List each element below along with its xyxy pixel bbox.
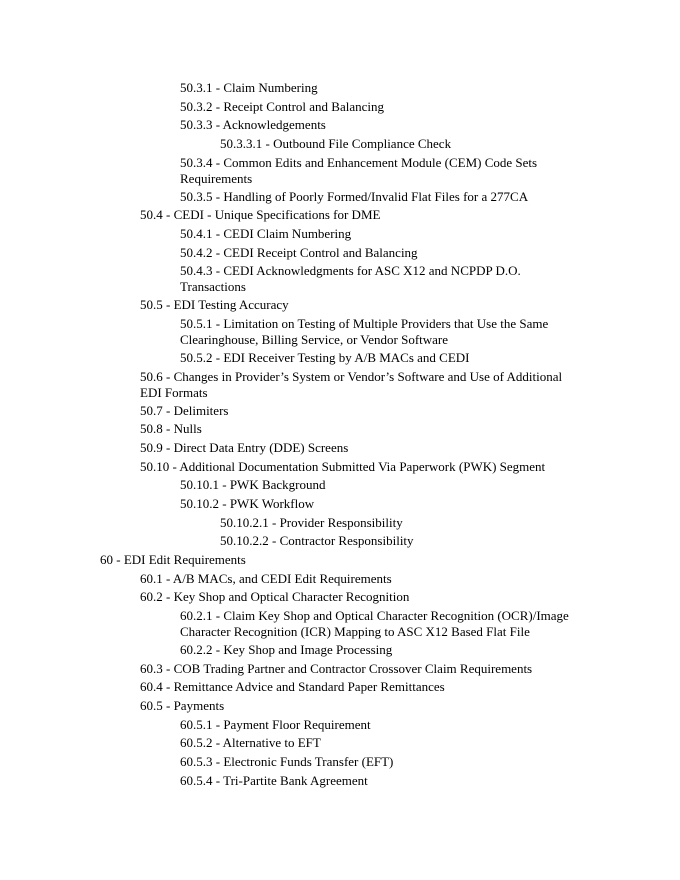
toc-entry-50-4[interactable]: 50.4 - CEDI - Unique Specifications for DME [140, 207, 381, 222]
toc-entry-60-3[interactable]: 60.3 - COB Trading Partner and Contractor Crossover Claim Requirements [140, 661, 533, 676]
toc-entry-60-1[interactable]: 60.1 - A/B MACs, and CEDI Edit Requirements [140, 571, 392, 586]
toc-entry-50-8[interactable]: 50.8 - Nulls [140, 421, 202, 436]
toc-entry-60-5-1[interactable]: 60.5.1 - Payment Floor Requirement [180, 717, 371, 732]
toc-entry-50-3-1[interactable]: 50.3.1 - Claim Numbering [180, 80, 318, 95]
toc-entry-50-10-2-1[interactable]: 50.10.2.1 - Provider Responsibility [220, 515, 403, 530]
toc-entry-50-3-5[interactable]: 50.3.5 - Handling of Poorly Formed/Invalid Flat Files for a 277CA [180, 189, 529, 204]
toc-entry-50-10[interactable]: 50.10 - Additional Documentation Submitted Via Paperwork (PWK) Segment [140, 459, 546, 474]
toc-entry-50-9[interactable]: 50.9 - Direct Data Entry (DDE) Screens [140, 440, 349, 455]
toc-entry-50-7[interactable]: 50.7 - Delimiters [140, 403, 229, 418]
toc-entry-50-4-3[interactable]: 50.4.3 - CEDI Acknowledgments for ASC X12 and NCPDP D.O. Transactions [180, 263, 521, 294]
toc-entry-60-2-2[interactable]: 60.2.2 - Key Shop and Image Processing [180, 642, 393, 657]
toc-entry-50-5-2[interactable]: 50.5.2 - EDI Receiver Testing by A/B MACs and CEDI [180, 350, 470, 365]
toc-entry-50-4-2[interactable]: 50.4.2 - CEDI Receipt Control and Balancing [180, 245, 418, 260]
toc-entry-60-2[interactable]: 60.2 - Key Shop and Optical Character Recognition [140, 589, 410, 604]
toc-entry-50-3-2[interactable]: 50.3.2 - Receipt Control and Balancing [180, 99, 384, 114]
toc-entry-50-4-1[interactable]: 50.4.1 - CEDI Claim Numbering [180, 226, 352, 241]
toc-entry-60[interactable]: 60 - EDI Edit Requirements [100, 552, 246, 567]
toc-entry-50-3-3[interactable]: 50.3.3 - Acknowledgements [180, 117, 326, 132]
toc-entry-60-5-4[interactable]: 60.5.4 - Tri-Partite Bank Agreement [180, 773, 368, 788]
toc-entry-60-5-2[interactable]: 60.5.2 - Alternative to EFT [180, 735, 321, 750]
toc-entry-50-3-4[interactable]: 50.3.4 - Common Edits and Enhancement Module (CEM) Code Sets Requirements [180, 155, 538, 186]
toc-entry-50-10-2-2[interactable]: 50.10.2.2 - Contractor Responsibility [220, 533, 414, 548]
toc-entry-50-10-1[interactable]: 50.10.1 - PWK Background [180, 477, 326, 492]
toc-entry-50-6[interactable]: 50.6 - Changes in Provider’s System or Vendor’s Software and Use of Additional EDI Formats [140, 369, 563, 400]
toc-entry-50-5-1[interactable]: 50.5.1 - Limitation on Testing of Multiple Providers that Use the Same Clearinghouse, Billing Service, or Vendor Software [180, 316, 549, 347]
toc-entry-50-10-2[interactable]: 50.10.2 - PWK Workflow [180, 496, 315, 511]
toc-entry-60-5[interactable]: 60.5 - Payments [140, 698, 225, 713]
toc-entry-60-2-1[interactable]: 60.2.1 - Claim Key Shop and Optical Character Recognition (OCR)/Image Character Recognition (ICR) Mapping to ASC X12 Based Flat File [180, 608, 569, 639]
toc-entry-50-5[interactable]: 50.5 - EDI Testing Accuracy [140, 297, 289, 312]
toc-entry-60-5-3[interactable]: 60.5.3 - Electronic Funds Transfer (EFT) [180, 754, 394, 769]
toc-entry-50-3-3-1[interactable]: 50.3.3.1 - Outbound File Compliance Check [220, 136, 452, 151]
toc-entry-60-4[interactable]: 60.4 - Remittance Advice and Standard Paper Remittances [140, 679, 445, 694]
